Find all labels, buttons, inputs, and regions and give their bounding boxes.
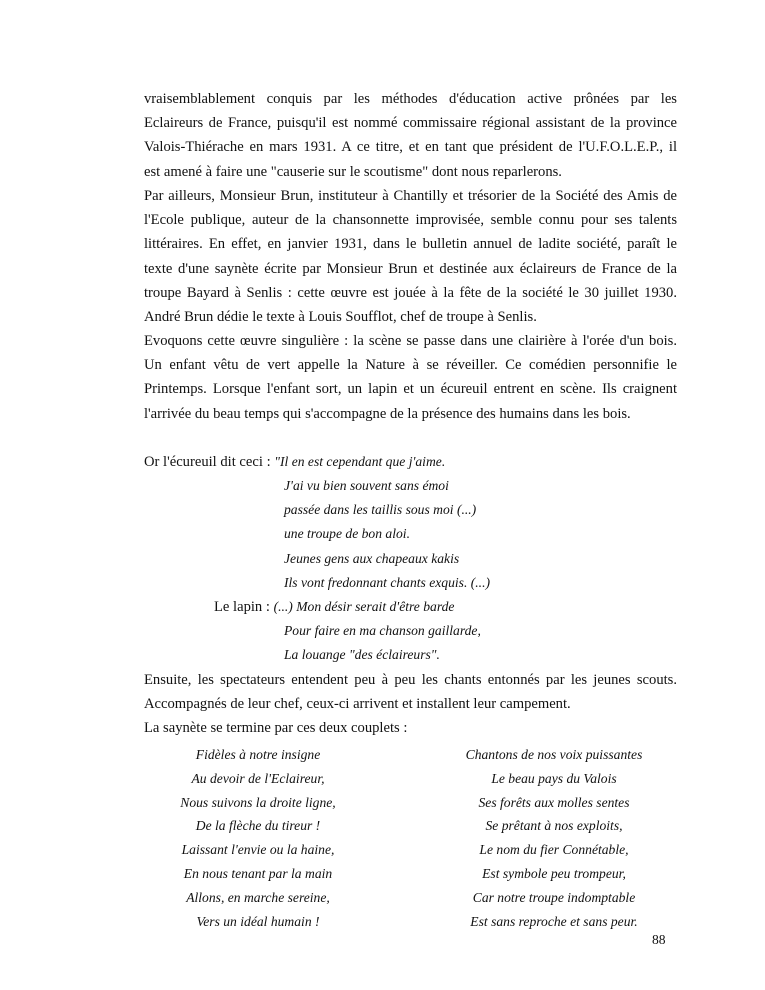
- text-line: Printemps. Lorsque l'enfant sort, un lapin et un écureuil entrent en scène. Ils craignent: [144, 381, 677, 398]
- text-line: l'arrivée du beau temps qui s'accompagne de la présence des humains dans les bois.: [144, 405, 631, 422]
- text-line: Un enfant vêtu de vert appelle la Nature à se réveiller. Ce comédien personnifie le: [144, 357, 677, 374]
- squirrel-quote-label: Or l'écureuil dit ceci :: [144, 454, 275, 470]
- text-line: Par ailleurs, Monsieur Brun, instituteur à Chantilly et trésorier de la Société des Amis de: [144, 188, 677, 204]
- squirrel-quote-intro: [144, 450, 677, 474]
- squirrel-quote-line: [144, 450, 677, 474]
- verse-line: J'ai vu bien souvent sans émoi: [284, 478, 449, 493]
- rabbit-verse: [284, 619, 481, 667]
- couplet-line: Est symbole peu trompeur,: [482, 865, 626, 881]
- text-line: l'Ecole publique, auteur de la chansonnette improvisée, semble connu pour ses talents: [144, 212, 677, 229]
- couplet-line: Car notre troupe indomptable: [472, 889, 636, 905]
- squirrel-verse: [284, 474, 490, 595]
- verse-line: Ils vont fredonnant chants exquis. (...): [284, 574, 491, 590]
- paragraph-1: [144, 87, 677, 184]
- text-line: Ensuite, les spectateurs entendent peu à peu les chants entonnés par les jeunes scouts.: [144, 672, 677, 688]
- couplet-line: Se prêtant à nos exploits,: [485, 818, 623, 834]
- couplet-line: Vers un idéal humain !: [196, 913, 320, 929]
- rabbit-quote-label: Le lapin :: [214, 599, 274, 615]
- text-line: Accompagnés de leur chef, ceux-ci arrivent et installent leur campement.: [144, 696, 571, 713]
- squirrel-quote-first-line: "Il en est cependant que j'aime.: [274, 454, 446, 469]
- couplet-left: [138, 743, 378, 933]
- text-line: Evoquons cette œuvre singulière : la scène se passe dans une clairière à l'orée d'un bois.: [144, 333, 677, 349]
- text-line: Valois-Thiérache en mars 1931. A ce titre, et en tant que président de l'U.F.O.L.E.P., il: [144, 139, 677, 156]
- couplet-right: [434, 743, 674, 933]
- verse-line: une troupe de bon aloi.: [284, 526, 410, 542]
- couplet-line: Le beau pays du Valois: [491, 770, 617, 786]
- couplet-line: Nous suivons la droite ligne,: [180, 794, 336, 810]
- couplet-line: Le nom du fier Connétable,: [479, 842, 629, 858]
- text-line: est amené à faire une "causerie sur le scoutisme" dont nous reparlerons.: [144, 163, 562, 180]
- text-line: vraisemblablement conquis par les méthodes d'éducation active prônées par les: [144, 91, 677, 107]
- text-line: André Brun dédie le texte à Louis Soufflot, chef de troupe à Senlis.: [144, 309, 537, 326]
- couplet-line: Fidèles à notre insigne: [195, 747, 321, 762]
- paragraph-2: [144, 184, 677, 329]
- page-number: 88: [652, 932, 666, 947]
- couplet-line: Chantons de nos voix puissantes: [465, 747, 643, 762]
- couplet-line: Au devoir de l'Eclaireur,: [191, 770, 325, 786]
- paragraph-3: [144, 329, 677, 426]
- couplet-line: Allons, en marche sereine,: [186, 889, 330, 905]
- text-line: littéraires. En effet, en janvier 1931, dans le bulletin annuel de ladite société, paraît le: [144, 236, 677, 253]
- rabbit-quote-first-line: (...) Mon désir serait d'être barde: [273, 599, 455, 614]
- text-line: La saynète se termine par ces deux couplets :: [144, 720, 408, 737]
- couplet-line: Est sans reproche et sans peur.: [470, 913, 638, 929]
- couplet-line: De la flèche du tireur !: [195, 818, 321, 834]
- verse-line: La louange "des éclaireurs".: [284, 647, 440, 663]
- text-line: troupe Bayard à Senlis : cette œuvre est jouée à la fête de la société le 30 juillet 1930.: [144, 284, 677, 301]
- verse-line: passée dans les taillis sous moi (...): [284, 502, 477, 518]
- couplet-line: Ses forêts aux molles sentes: [478, 794, 630, 810]
- closing-paragraph: [144, 668, 677, 741]
- couplet-line: Laissant l'envie ou la haine,: [181, 842, 335, 858]
- verse-line: Pour faire en ma chanson gaillarde,: [284, 623, 481, 638]
- verse-line: Jeunes gens aux chapeaux kakis: [284, 550, 460, 566]
- couplet-line: En nous tenant par la main: [183, 865, 333, 881]
- text-line: texte d'une saynète écrite par Monsieur Brun et destinée aux éclaireurs de France de la: [144, 260, 677, 277]
- text-line: Eclaireurs de France, puisqu'il est nommé commissaire régional assistant de la province: [144, 115, 677, 132]
- rabbit-quote-intro: [214, 595, 454, 619]
